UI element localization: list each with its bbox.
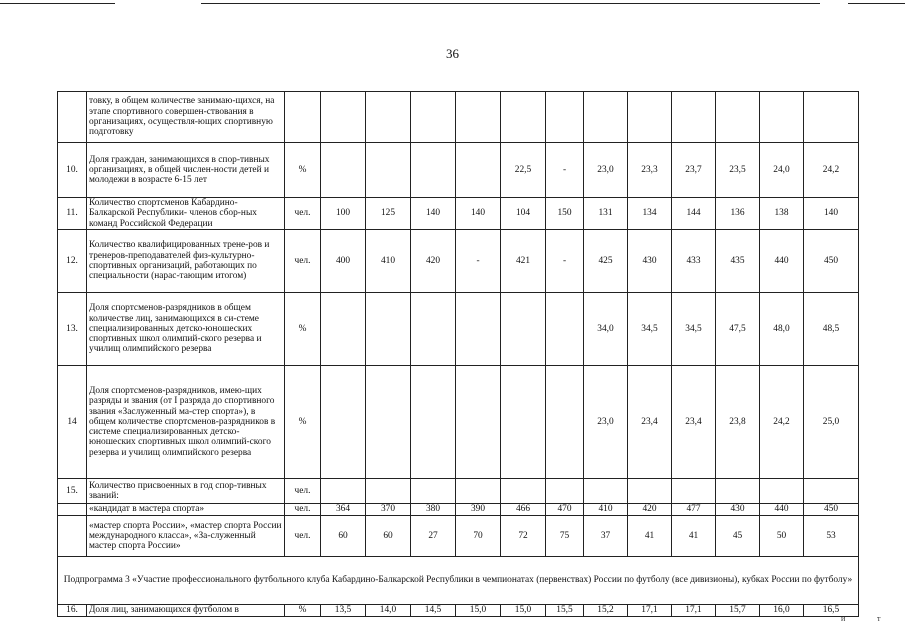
value-cell: 53 xyxy=(804,516,859,557)
value-cell: 150 xyxy=(546,198,584,230)
value-cell: 14,5 xyxy=(411,605,456,617)
value-cell: 450 xyxy=(804,504,859,516)
page-number: 36 xyxy=(446,46,459,61)
value-cell: - xyxy=(546,143,584,198)
value-cell: 41 xyxy=(672,516,716,557)
value-cell: 13,5 xyxy=(321,605,366,617)
indicator-name: Доля граждан, занимающихся в спор-тивных организациях, в общей числен-ности детей и молодежи в возрасте 6-15 лет xyxy=(87,143,285,198)
value-cell xyxy=(672,92,716,143)
value-cell xyxy=(456,293,501,366)
table-row xyxy=(58,605,859,617)
table-row xyxy=(58,366,859,479)
value-cell xyxy=(628,479,672,504)
value-cell xyxy=(411,293,456,366)
value-cell: 60 xyxy=(366,516,411,557)
value-cell: 24,2 xyxy=(804,143,859,198)
value-cell: 140 xyxy=(456,198,501,230)
value-cell xyxy=(501,92,546,143)
value-cell xyxy=(366,92,411,143)
unit-cell: % xyxy=(285,143,321,198)
top-rule-middle xyxy=(201,3,820,4)
table-row xyxy=(58,293,859,366)
value-cell xyxy=(501,366,546,479)
unit-cell: % xyxy=(285,605,321,617)
value-cell: 470 xyxy=(546,504,584,516)
value-cell xyxy=(456,143,501,198)
table-row xyxy=(58,198,859,230)
row-number: 12. xyxy=(58,230,87,293)
indicator-name: «кандидат в мастера спорта» xyxy=(87,504,285,516)
value-cell: 70 xyxy=(456,516,501,557)
value-cell: 25,0 xyxy=(804,366,859,479)
value-cell: 477 xyxy=(672,504,716,516)
indicator-name: Доля лиц, занимающихся футболом в xyxy=(87,605,285,617)
table-row xyxy=(58,516,859,557)
unit-cell: чел. xyxy=(285,198,321,230)
value-cell: 430 xyxy=(628,230,672,293)
unit-cell xyxy=(285,92,321,143)
footer-mark: и xyxy=(841,614,846,623)
value-cell: 15,0 xyxy=(501,605,546,617)
value-cell: 34,5 xyxy=(628,293,672,366)
footer-mark: т xyxy=(877,614,881,623)
value-cell: 466 xyxy=(501,504,546,516)
value-cell: 23,4 xyxy=(672,366,716,479)
value-cell xyxy=(366,293,411,366)
value-cell xyxy=(321,479,366,504)
value-cell xyxy=(366,479,411,504)
value-cell xyxy=(804,92,859,143)
value-cell xyxy=(456,479,501,504)
value-cell xyxy=(321,293,366,366)
value-cell: 24,2 xyxy=(760,366,804,479)
value-cell: 420 xyxy=(628,504,672,516)
value-cell: 400 xyxy=(321,230,366,293)
value-cell xyxy=(411,92,456,143)
value-cell xyxy=(366,143,411,198)
value-cell xyxy=(546,479,584,504)
row-number: 11. xyxy=(58,198,87,230)
value-cell: 23,5 xyxy=(716,143,760,198)
unit-cell: чел. xyxy=(285,230,321,293)
subprogram-title: Подпрограмма 3 «Участие профессионального футбольного клуба Кабардино-Балкарской Республики в чемпионатах (первенствах) России по футболу (все дивизионы), кубках России по футболу» xyxy=(58,557,859,605)
value-cell: 48,5 xyxy=(804,293,859,366)
table-row xyxy=(58,479,859,504)
value-cell: 75 xyxy=(546,516,584,557)
row-number: 16. xyxy=(58,605,87,617)
value-cell: 104 xyxy=(501,198,546,230)
value-cell: 134 xyxy=(628,198,672,230)
unit-cell: чел. xyxy=(285,516,321,557)
value-cell: 138 xyxy=(760,198,804,230)
row-number: 14 xyxy=(58,366,87,479)
value-cell: 72 xyxy=(501,516,546,557)
value-cell: 364 xyxy=(321,504,366,516)
table-row xyxy=(58,230,859,293)
value-cell: 60 xyxy=(321,516,366,557)
subprogram-row xyxy=(58,557,859,605)
value-cell: 48,0 xyxy=(760,293,804,366)
value-cell: 390 xyxy=(456,504,501,516)
indicator-name: Доля спортсменов-разрядников, имею-щих разряды и звания (от I разряда до спортивного звания «Заслуженный ма-стер спорта»), в общем количестве спортсменов-разрядников в системе специализированных детско-юношеских спортивных школ олимпий-ского резерва и училищ олимпийского резерва xyxy=(87,366,285,479)
value-cell: 45 xyxy=(716,516,760,557)
value-cell xyxy=(628,92,672,143)
value-cell: 16,5 xyxy=(804,605,859,617)
value-cell: 50 xyxy=(760,516,804,557)
value-cell: 125 xyxy=(366,198,411,230)
value-cell: 144 xyxy=(672,198,716,230)
value-cell: 23,4 xyxy=(628,366,672,479)
value-cell xyxy=(760,479,804,504)
value-cell xyxy=(672,479,716,504)
value-cell: 24,0 xyxy=(760,143,804,198)
value-cell xyxy=(584,479,628,504)
value-cell xyxy=(546,293,584,366)
value-cell: 430 xyxy=(716,504,760,516)
value-cell: 136 xyxy=(716,198,760,230)
indicator-name: товку, в общем количестве занимаю-щихся, на этапе спортивного совершен-ствования в организациях, осуществля-ющих спортивную подготовку xyxy=(87,92,285,143)
indicator-name: «мастер спорта России», «мастер спорта России международного класса», «За-служенный мастер спорта России» xyxy=(87,516,285,557)
value-cell: 425 xyxy=(584,230,628,293)
value-cell: - xyxy=(546,230,584,293)
row-number xyxy=(58,92,87,143)
value-cell xyxy=(456,92,501,143)
value-cell: 15,2 xyxy=(584,605,628,617)
value-cell: 421 xyxy=(501,230,546,293)
unit-cell: % xyxy=(285,293,321,366)
value-cell xyxy=(411,366,456,479)
row-number: 13. xyxy=(58,293,87,366)
value-cell: 131 xyxy=(584,198,628,230)
value-cell xyxy=(760,92,804,143)
value-cell: 433 xyxy=(672,230,716,293)
value-cell: 23,3 xyxy=(628,143,672,198)
table-row xyxy=(58,92,859,143)
value-cell: 23,0 xyxy=(584,143,628,198)
value-cell: 17,1 xyxy=(628,605,672,617)
unit-cell: чел. xyxy=(285,479,321,504)
indicator-table xyxy=(57,91,859,617)
table-body xyxy=(58,92,859,617)
value-cell: 16,0 xyxy=(760,605,804,617)
value-cell xyxy=(366,366,411,479)
value-cell: 410 xyxy=(584,504,628,516)
value-cell xyxy=(411,143,456,198)
value-cell: 440 xyxy=(760,230,804,293)
value-cell: 41 xyxy=(628,516,672,557)
value-cell: 37 xyxy=(584,516,628,557)
value-cell xyxy=(321,92,366,143)
value-cell: 370 xyxy=(366,504,411,516)
value-cell xyxy=(321,366,366,479)
value-cell: - xyxy=(456,230,501,293)
top-rule-left xyxy=(0,3,115,4)
value-cell: 15,7 xyxy=(716,605,760,617)
value-cell xyxy=(546,92,584,143)
unit-cell: чел. xyxy=(285,504,321,516)
value-cell: 380 xyxy=(411,504,456,516)
value-cell: 23,8 xyxy=(716,366,760,479)
top-rule-right xyxy=(848,3,905,4)
value-cell: 450 xyxy=(804,230,859,293)
value-cell: 47,5 xyxy=(716,293,760,366)
indicator-name: Количество присвоенных в год спор-тивных званий: xyxy=(87,479,285,504)
value-cell: 15,5 xyxy=(546,605,584,617)
row-number: 10. xyxy=(58,143,87,198)
table-row xyxy=(58,143,859,198)
value-cell: 100 xyxy=(321,198,366,230)
value-cell: 34,0 xyxy=(584,293,628,366)
indicator-name: Количество спортсменов Кабардино-Балкарской Республики- членов сбор-ных команд Российской Федерации xyxy=(87,198,285,230)
value-cell: 140 xyxy=(411,198,456,230)
value-cell: 22,5 xyxy=(501,143,546,198)
value-cell: 420 xyxy=(411,230,456,293)
value-cell: 435 xyxy=(716,230,760,293)
unit-cell: % xyxy=(285,366,321,479)
value-cell xyxy=(411,479,456,504)
value-cell: 23,7 xyxy=(672,143,716,198)
value-cell xyxy=(501,293,546,366)
table-row xyxy=(58,504,859,516)
value-cell: 14,0 xyxy=(366,605,411,617)
value-cell: 140 xyxy=(804,198,859,230)
value-cell: 440 xyxy=(760,504,804,516)
value-cell: 27 xyxy=(411,516,456,557)
value-cell: 17,1 xyxy=(672,605,716,617)
indicator-name: Количество квалифицированных трене-ров и тренеров-преподавателей физ-культурно-спортивных организаций, работающих по специальности (нарас-тающим итогом) xyxy=(87,230,285,293)
value-cell xyxy=(321,143,366,198)
value-cell xyxy=(501,479,546,504)
value-cell: 23,0 xyxy=(584,366,628,479)
indicator-name: Доля спортсменов-разрядников в общем количестве лиц, занимающихся в си-стеме специализированных детско-юношеских спортивных школ олимпий-ского резерва и училищ олимпийского резерва xyxy=(87,293,285,366)
row-number: 15. xyxy=(58,479,87,504)
value-cell xyxy=(456,366,501,479)
value-cell xyxy=(804,479,859,504)
value-cell xyxy=(584,92,628,143)
value-cell xyxy=(716,92,760,143)
value-cell xyxy=(716,479,760,504)
row-number xyxy=(58,516,87,557)
value-cell: 15,0 xyxy=(456,605,501,617)
value-cell: 410 xyxy=(366,230,411,293)
value-cell: 34,5 xyxy=(672,293,716,366)
row-number xyxy=(58,504,87,516)
value-cell xyxy=(546,366,584,479)
